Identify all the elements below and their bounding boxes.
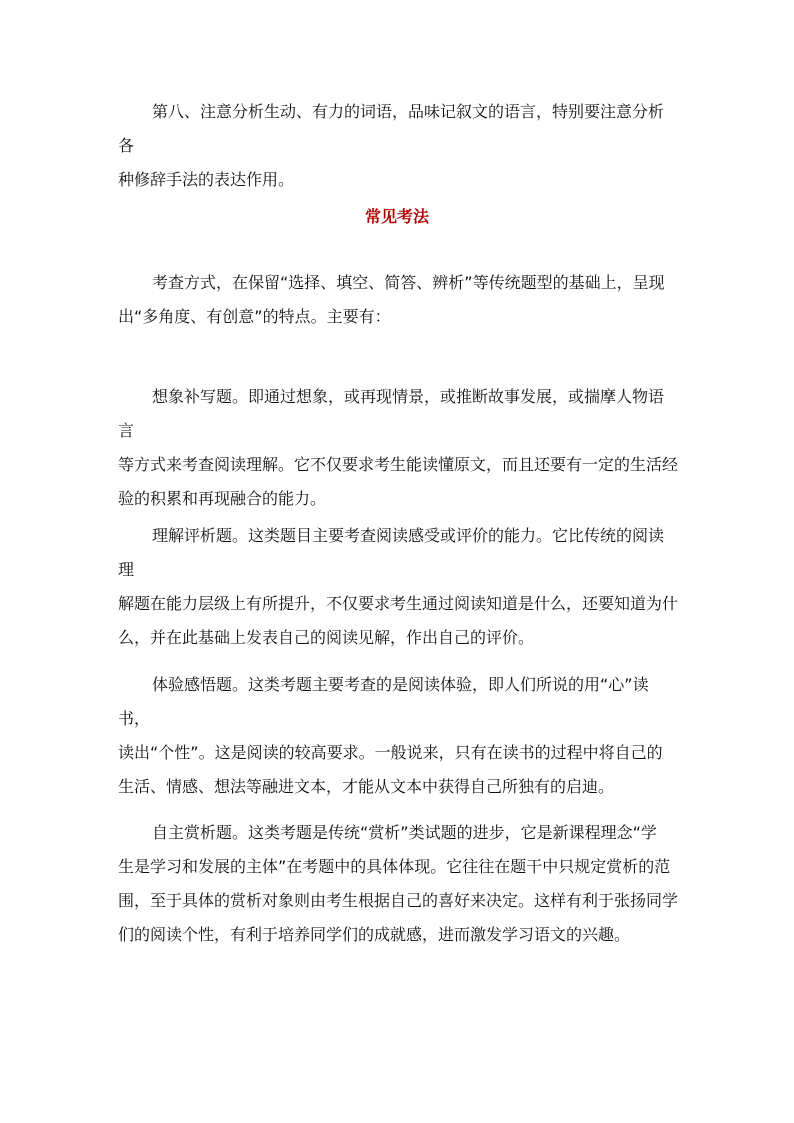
paragraph-experience: 体验感悟题。这类考题主要考查的是阅读体验，即人们所说的用“心”读书， 读出“个性”。这是阅读的较高要求。一般说来，只有在读书的过程中将自己的 生活、情感、想法等融进文本，才能从文本中获得自己所独有的启迪。 <box>118 675 663 796</box>
paragraph-methods: 考查方式，在保留“选择、填空、简答、辨析”等传统题型的基础上，呈现 出“多角度、有创意”的特点。主要有： <box>118 273 665 326</box>
paragraph-evaluate: 理解评析题。这类题目主要考查阅读感受或评价的能力。它比传统的阅读理 解题在能力层级上有所提升，不仅要求考生通过阅读知道是什么，还要知道为什 么，并在此基础上发表自己的阅读见解，作出自己的评价。 <box>118 526 679 647</box>
section-heading: 常见考法 <box>364 207 429 226</box>
paragraph-appreciate: 自主赏析题。这类考题是传统“赏析”类试题的进步，它是新课程理念“学 生是学习和发展的主体”在考题中的具体体现。它往往在题干中只规定赏析的范 围，至于具体的赏析对象则由考生根据自己的喜好来决定。这样有利于张扬同学 们的阅读个性，有利于培养同学们的成就感，进而激发学习语文的兴趣。 <box>118 823 679 944</box>
paragraph-intro: 第八、注意分析生动、有力的词语，品味记叙文的语言，特别要注意分析各 种修辞手法的表达作用。 <box>118 102 665 189</box>
paragraph-imagine: 想象补写题。即通过想象，或再现情景，或推断故事发展，或揣摩人物语言 等方式来考查阅读理解。它不仅要求考生能读懂原文，而且还要有一定的生活经 验的积累和再现融合的能力。 <box>118 387 679 508</box>
